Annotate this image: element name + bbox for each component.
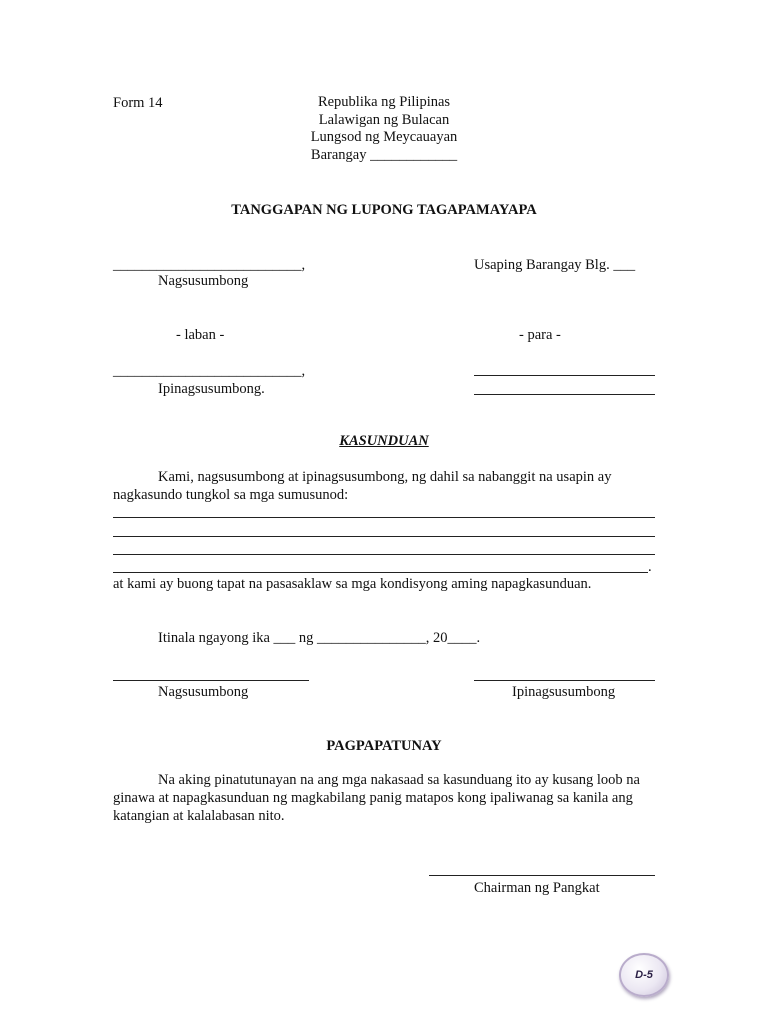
respondent-signature-line xyxy=(474,680,655,681)
agreement-title: KASUNDUAN xyxy=(339,433,429,449)
terms-line-1 xyxy=(113,517,655,518)
complainant-label: Nagsusumbong xyxy=(158,273,249,289)
respondent-label: Ipinagsusumbong. xyxy=(158,381,265,397)
terms-line-3 xyxy=(113,554,655,555)
complainant-signature-label: Nagsusumbong xyxy=(158,684,249,700)
header-line-province: Lalawigan ng Bulacan xyxy=(318,111,450,128)
header-line-republic: Republika ng Pilipinas xyxy=(317,94,451,110)
laban-label: - laban - xyxy=(176,327,225,343)
header-line-barangay: Barangay ____________ xyxy=(310,146,458,163)
para-label: - para - xyxy=(519,327,561,343)
page-badge-label: D-5 xyxy=(635,969,653,981)
agreement-intro: Kami, nagsusumbong at ipinagsusumbong, ng dahil sa nabanggit na usapin ay nagkasundo tungkol sa mga sumusunod: xyxy=(113,469,612,503)
chairman-signature-line xyxy=(429,875,655,876)
respondent-signature-label: Ipinagsusumbong xyxy=(512,684,616,700)
date-line: Itinala ngayong ika ___ ng _______________, 20____. xyxy=(158,630,481,646)
terms-period: . xyxy=(648,559,652,575)
case-nature-line-1 xyxy=(474,375,655,376)
terms-line-2 xyxy=(113,536,655,537)
certification-text: Na aking pinatutunayan na ang mga nakasaad sa kasunduang ito ay kusang loob na ginawa at napagkasunduan ng magkabilang panig matapos kong ipaliwanag sa kanila ang katangian at kalalabasan nito. xyxy=(113,772,640,824)
agreement-closing: at kami ay buong tapat na pasasaklaw sa mga kondisyong aming napagkasunduan. xyxy=(113,576,592,592)
chairman-label: Chairman ng Pangkat xyxy=(474,880,600,896)
header-line-city: Lungsod ng Meycauayan xyxy=(310,129,458,146)
complainant-signature-line xyxy=(113,680,309,681)
case-nature-line-2 xyxy=(474,394,655,395)
certification-title: PAGPAPATUNAY xyxy=(326,738,442,754)
page-badge xyxy=(619,953,669,997)
header-block xyxy=(284,94,484,164)
case-number: Usaping Barangay Blg. ___ xyxy=(474,257,636,273)
respondent-line: __________________________, xyxy=(113,363,306,379)
terms-line-4 xyxy=(113,572,648,573)
complainant-line: __________________________, xyxy=(113,257,306,273)
form-number: Form 14 xyxy=(113,95,163,111)
office-title: TANGGAPAN NG LUPONG TAGAPAMAYAPA xyxy=(231,202,537,218)
